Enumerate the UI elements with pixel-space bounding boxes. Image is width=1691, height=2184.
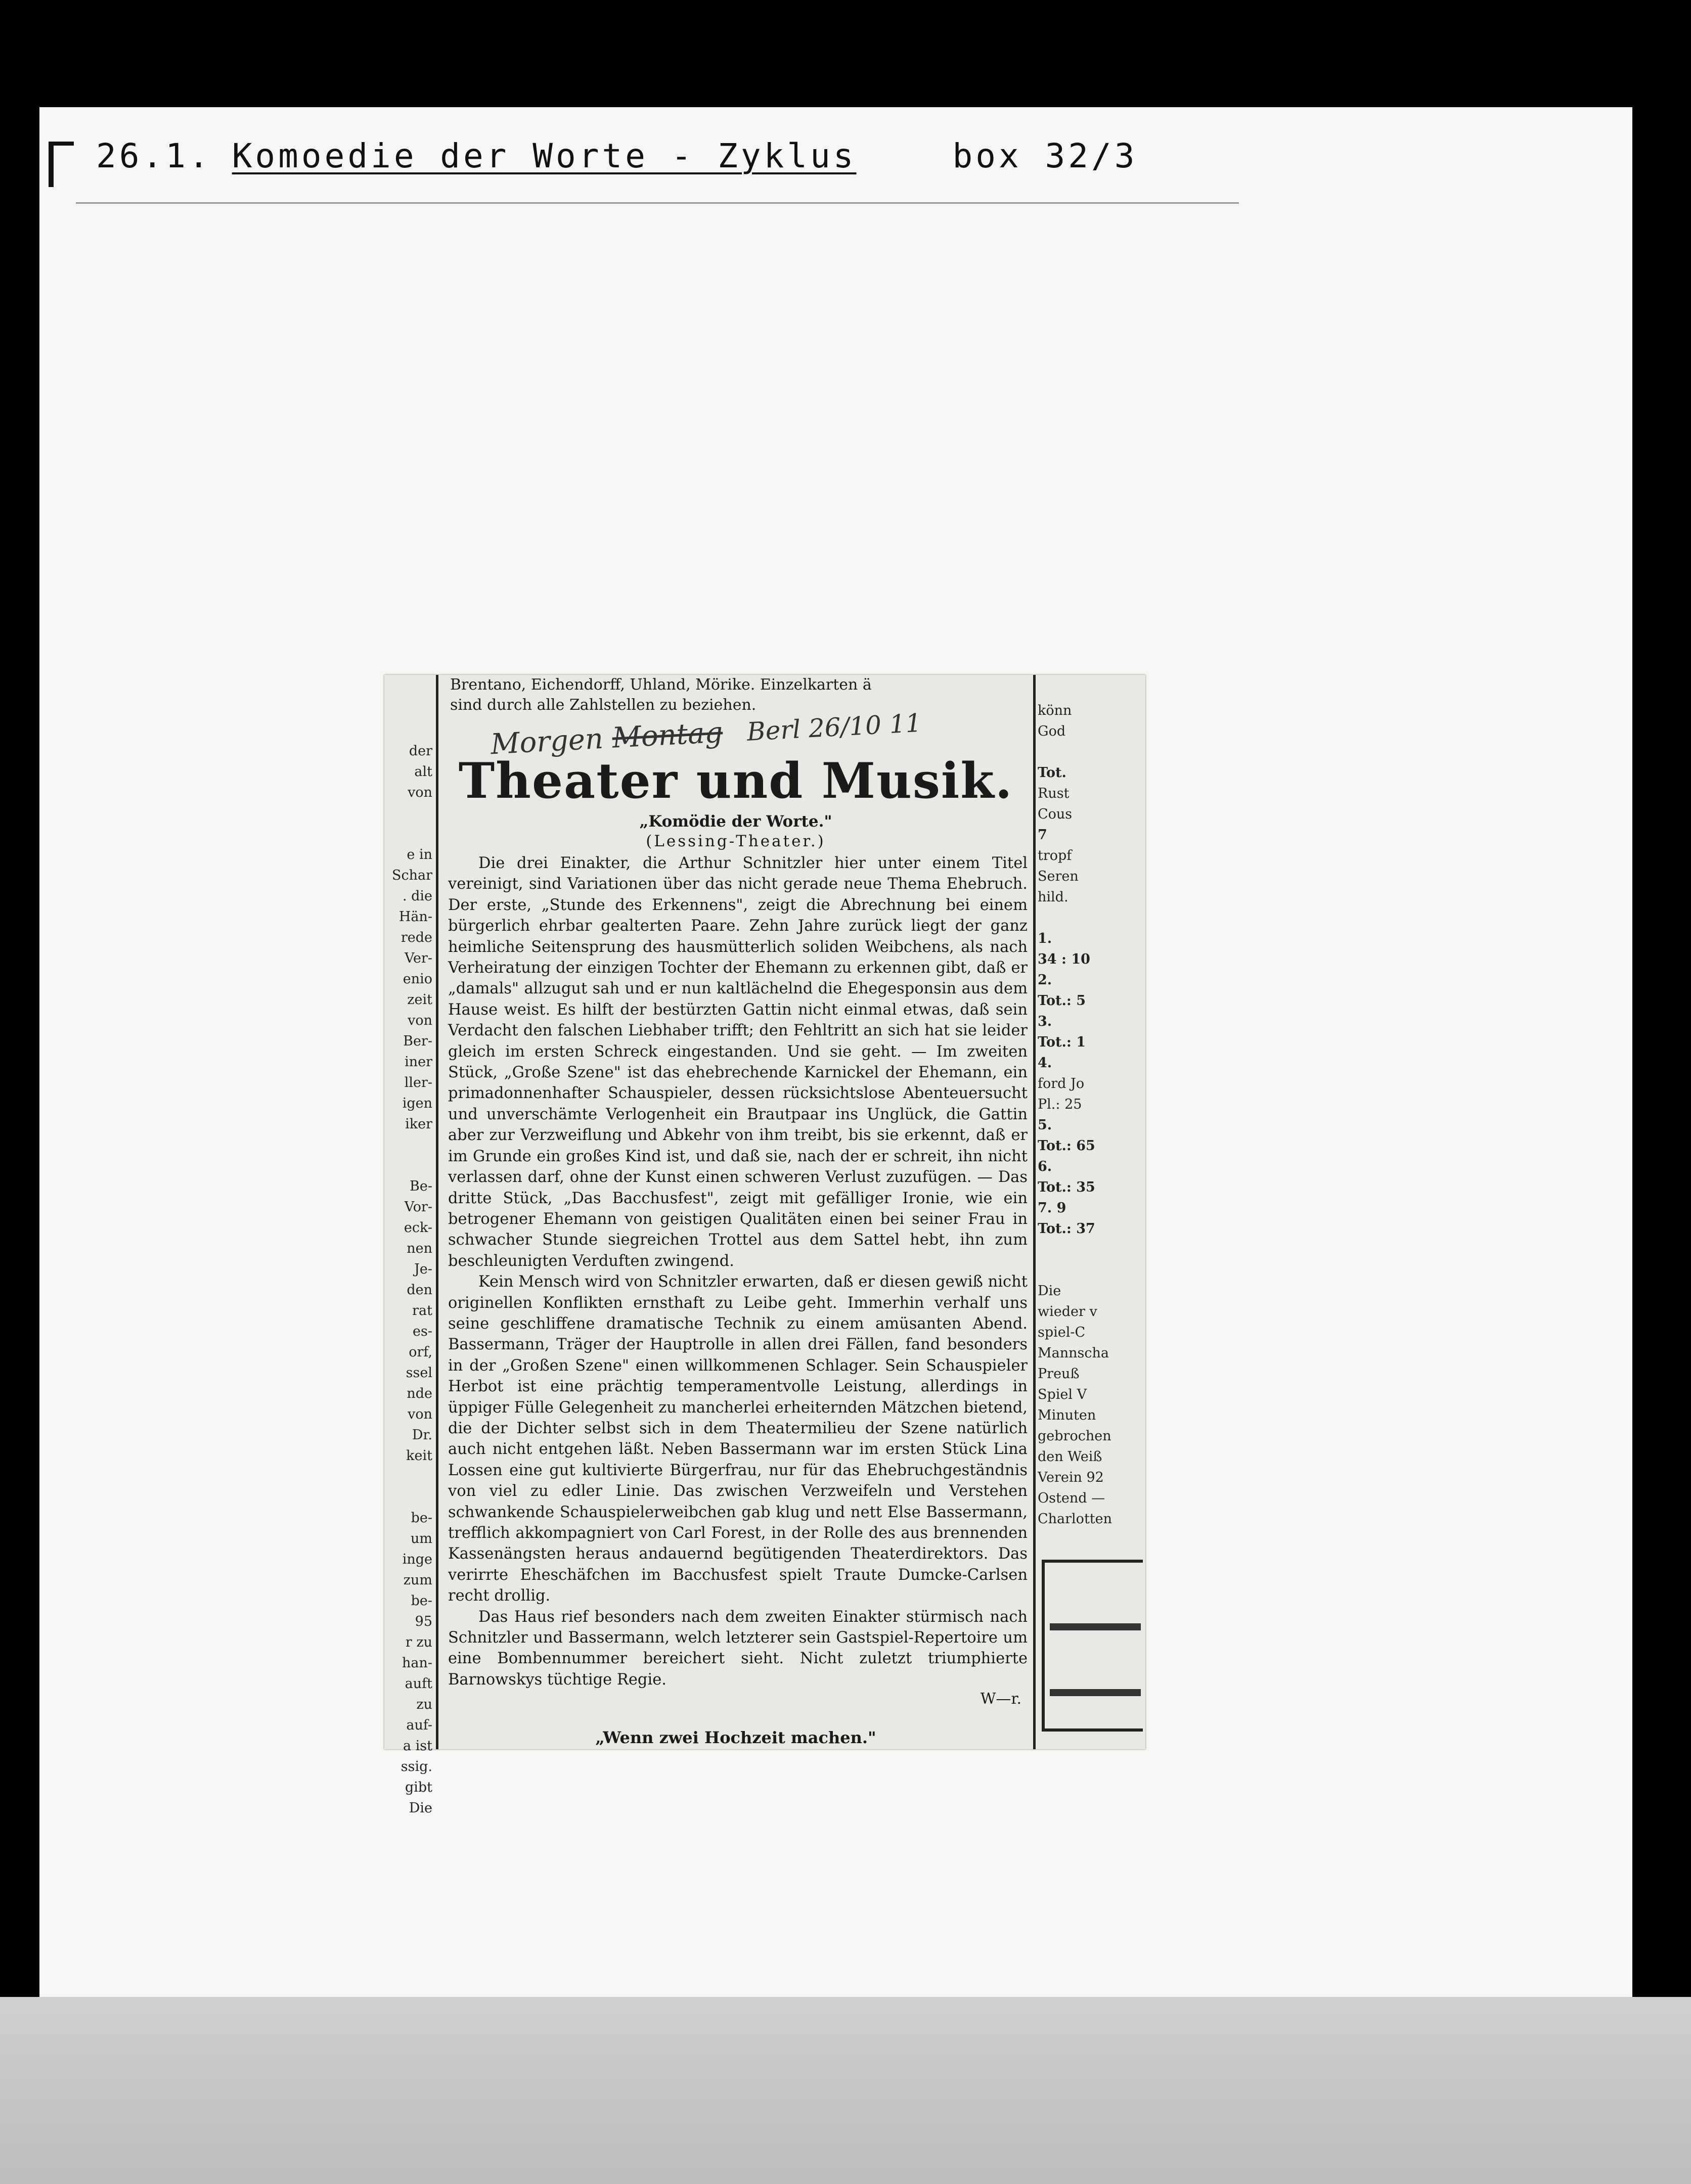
column-fragment: 95 bbox=[415, 1614, 432, 1629]
column-fragment: ssel bbox=[406, 1365, 432, 1381]
column-fragment: Hän- bbox=[398, 909, 432, 925]
column-fragment: Tot.: 35 bbox=[1038, 1179, 1095, 1195]
column-fragment: Ver- bbox=[404, 950, 432, 966]
column-fragment: könn bbox=[1038, 703, 1072, 718]
column-fragment: nen bbox=[407, 1241, 432, 1256]
handwritten-struck: Montag bbox=[611, 716, 724, 755]
series-number: 26.1. bbox=[96, 136, 212, 175]
illustration-frame bbox=[1042, 1560, 1143, 1732]
column-fragment: von bbox=[408, 785, 432, 800]
column-fragment: Seren bbox=[1038, 869, 1079, 884]
column-fragment bbox=[384, 1487, 432, 1508]
column-fragment: Tot.: 37 bbox=[1038, 1221, 1095, 1237]
column-fragment: . die bbox=[402, 888, 432, 904]
column-fragment: inge bbox=[402, 1552, 432, 1567]
column-fragment bbox=[384, 1466, 432, 1487]
column-fragment: Vor- bbox=[404, 1199, 432, 1215]
article-body bbox=[440, 853, 1032, 1690]
article-venue: (Lessing-Theater.) bbox=[646, 832, 826, 850]
column-fragment: Schar bbox=[391, 868, 432, 883]
column-fragment: 4. bbox=[1038, 1055, 1052, 1071]
column-fragment: keit bbox=[406, 1448, 432, 1464]
column-fragment bbox=[1038, 1260, 1144, 1281]
column-fragment: 5. bbox=[1038, 1117, 1052, 1133]
column-fragment: be- bbox=[411, 1510, 432, 1526]
column-fragment: God bbox=[1038, 723, 1066, 739]
handwritten-source: Morgen bbox=[490, 722, 604, 761]
column-fragment: spiel-C bbox=[1038, 1325, 1086, 1340]
column-fragment: Die bbox=[1038, 1283, 1061, 1299]
column-fragment: han- bbox=[402, 1655, 432, 1671]
archive-label bbox=[96, 136, 1137, 175]
scan-top-margin bbox=[0, 0, 1691, 40]
corner-mark-top bbox=[49, 142, 74, 146]
column-fragment: zeit bbox=[407, 992, 432, 1008]
column-fragment: enio bbox=[403, 971, 432, 987]
column-fragment: gibt bbox=[405, 1780, 432, 1795]
column-fragment: orf, bbox=[409, 1344, 432, 1360]
column-fragment: zu bbox=[416, 1697, 432, 1712]
column-fragment: rat bbox=[412, 1303, 432, 1318]
illustration-bar bbox=[1050, 1689, 1141, 1696]
column-fragment: Pl.: 25 bbox=[1038, 1097, 1082, 1112]
column-rule-left bbox=[436, 675, 438, 1749]
series-title: Komoedie der Worte - Zyklus bbox=[232, 136, 857, 175]
column-fragment: Dr. bbox=[412, 1427, 432, 1443]
column-fragment bbox=[1038, 1239, 1144, 1260]
author-signature: W—r. bbox=[980, 1690, 1021, 1708]
column-fragment: ssig. bbox=[401, 1759, 432, 1774]
article bbox=[440, 675, 1032, 1749]
column-fragment: 6. bbox=[1038, 1159, 1052, 1174]
column-fragment: den bbox=[407, 1282, 432, 1298]
column-fragment: auft bbox=[405, 1676, 432, 1692]
handwritten-date: Berl 26/10 11 bbox=[746, 708, 922, 747]
column-fragment: Charlotten bbox=[1038, 1511, 1112, 1527]
column-fragment: Spiel V bbox=[1038, 1387, 1087, 1402]
column-fragment: gebrochen bbox=[1038, 1428, 1111, 1444]
column-fragment bbox=[384, 803, 432, 824]
column-fragment bbox=[384, 1155, 432, 1176]
column-fragment: Tot. bbox=[1038, 765, 1066, 781]
column-fragment bbox=[1038, 907, 1144, 928]
column-fragment: 7 bbox=[1038, 827, 1047, 843]
column-fragment: ller- bbox=[404, 1075, 432, 1090]
column-fragment: rede bbox=[401, 930, 432, 945]
column-fragment: be- bbox=[411, 1593, 432, 1609]
column-fragment: von bbox=[408, 1406, 432, 1422]
column-fragment: Cous bbox=[1038, 806, 1073, 822]
column-fragment bbox=[384, 1134, 432, 1155]
column-fragment: wieder v bbox=[1038, 1304, 1097, 1320]
column-fragment: Tot.: 1 bbox=[1038, 1034, 1086, 1050]
column-fragment: eck- bbox=[404, 1220, 432, 1236]
illustration-bar bbox=[1050, 1623, 1141, 1630]
column-fragment: ford Jo bbox=[1038, 1076, 1085, 1091]
label-rule bbox=[76, 202, 1239, 204]
column-fragment: von bbox=[408, 1013, 432, 1028]
column-fragment: tropf bbox=[1038, 848, 1072, 863]
column-fragment: 7. 9 bbox=[1038, 1200, 1066, 1216]
column-fragment: r zu bbox=[405, 1634, 432, 1650]
column-fragment: Ber- bbox=[403, 1033, 432, 1049]
column-fragment: Minuten bbox=[1038, 1407, 1096, 1423]
column-fragment: 34 : 10 bbox=[1038, 951, 1090, 967]
column-fragment bbox=[384, 824, 432, 844]
paragraph: Die drei Einakter, die Arthur Schnitzler hier unter einem Titel vereinigt, sind Variationen über das nicht gerade neue Thema Ehebruch. Der erste, „Stunde des Erkennens", zeigt die Abrechnung bei einem bürgerlich ehrbar gealterten Paare. Zehn Jahre zurück liegt der ganz heimliche Seitensprung des hausmütterlich soliden Weibchens, als nach Verheiratung der einzigen Tochter der Ehemann zu erkennen gibt, daß er „damals" allzugut sah und er nun kaltlächelnd die Ehegesponsin aus dem Hause weist. Es hilft der bestürzten Gattin nicht einmal etwas, daß sein Verdacht den falschen Liebhaber trifft; den Fehltritt an sich hat sie leider gleich im ersten Schreck eingestanden. Und sie geht. — Im zweiten Stück, „Große Szene" ist das ehebrechende Karnickel der Ehemann, ein primadonnenhafter Schauspieler, dessen rücksichtslose Abenteuersucht und unverschämte Verlogenheit ein Brautpaar ins Unglück, die Gattin aber zur Verzweiflung und Abkehr von ihm treibt, bis sie erkennt, daß er im Grunde ein großes Kind ist, und daß sie, nach der er schreit, ihn nicht verlassen darf, ohne der Kunst einen schweren Verlust zuzufügen. — Das dritte Stück, „Das Bacchusfest", zeigt mit gefälliger Ironie, wie ein betrogener Ehemann von geistigen Qualitäten einen bei seiner Frau in schwacher Stunde siegreichen Trottel aus dem Sattel hebt, ihn zum beschleunigten Verduften zwingend. bbox=[448, 854, 1028, 1270]
column-fragment: Be- bbox=[410, 1178, 432, 1194]
column-fragment: es- bbox=[413, 1324, 432, 1339]
previous-article-line: sind durch alle Zahlstellen zu beziehen. bbox=[450, 696, 757, 714]
column-fragment: Ostend — bbox=[1038, 1490, 1105, 1506]
column-fragment: Preuß bbox=[1038, 1366, 1080, 1382]
column-fragment: iker bbox=[405, 1116, 432, 1132]
previous-article-line: Brentano, Eichendorff, Uhland, Mörike. Einzelkarten ä bbox=[450, 676, 872, 694]
column-fragment: a ist bbox=[403, 1738, 432, 1754]
column-fragment: iner bbox=[405, 1054, 432, 1070]
column-fragment: 3. bbox=[1038, 1014, 1052, 1029]
column-fragment: Tot.: 5 bbox=[1038, 993, 1086, 1009]
article-title: „Komödie der Worte." bbox=[639, 812, 832, 831]
column-fragment: igen bbox=[402, 1096, 432, 1111]
column-fragment: zum bbox=[403, 1572, 432, 1588]
next-article-heading: „Wenn zwei Hochzeit machen." bbox=[595, 1728, 876, 1748]
column-fragment: Verein 92 bbox=[1038, 1470, 1104, 1485]
left-column-fragments bbox=[384, 675, 432, 1816]
column-fragment: alt bbox=[414, 764, 432, 780]
column-fragment bbox=[1038, 742, 1144, 762]
column-fragment: Tot.: 65 bbox=[1038, 1138, 1095, 1154]
column-fragment: 2. bbox=[1038, 972, 1052, 988]
column-fragment: der bbox=[409, 743, 432, 759]
corner-mark bbox=[49, 142, 54, 187]
column-fragment: Mannscha bbox=[1038, 1345, 1109, 1361]
column-fragment: e in bbox=[407, 847, 432, 862]
column-fragment: Rust bbox=[1038, 786, 1070, 801]
column-fragment: den Weiß bbox=[1038, 1449, 1102, 1465]
column-fragment: um bbox=[411, 1531, 432, 1546]
column-fragment: 1. bbox=[1038, 931, 1052, 946]
column-fragment: Die bbox=[409, 1800, 432, 1816]
column-fragment: hild. bbox=[1038, 889, 1069, 905]
column-fragment: auf- bbox=[406, 1717, 432, 1733]
column-rule-right bbox=[1033, 675, 1036, 1749]
scan-bottom-shadow bbox=[0, 1997, 1691, 2184]
column-fragment: nde bbox=[407, 1386, 432, 1401]
newspaper-clipping bbox=[384, 675, 1145, 1816]
box-number: box 32/3 bbox=[952, 136, 1138, 175]
paragraph: Das Haus rief besonders nach dem zweiten Einakter stürmisch nach Schnitzler und Bassermann, welch letzterer sein Gastspiel-Repertoire um eine Bombennummer bereichert sieht. Nicht zuletzt triumphierte Barnowskys tüchtige Regie. bbox=[448, 1608, 1028, 1689]
column-fragment: Je- bbox=[414, 1261, 432, 1277]
section-headline: Theater und Musik. bbox=[458, 752, 1013, 809]
paragraph: Kein Mensch wird von Schnitzler erwarten, daß er diesen gewiß nicht originellen Konflikten ernsthaft zu Leibe geht. Immerhin verhalf uns seine geschliffene dramatische Technik zu einem amüsanten Abend. Bassermann, Träger der Hauptrolle in allen drei Fällen, fand besonders in der „Großen Szene" einen willkommenen Schlager. Sein Schauspieler Herbot ist eine prächtig temperamentvolle Leistung, allerdings in üppiger Fülle Gelegenheit zu mancherlei erheiternden Mätzchen bietend, die der Dichter selbst sich in dem Theatermilieu der Szene natürlich auch nicht entgehen läßt. Neben Bassermann war im ersten Stück Lina Lossen eine gut kultivierte Bürgerfrau, nur für das Ehebruchgeständnis von viel zu edler Linie. Das zwischen Verzweifeln und Verstehen schwankende Schauspielerweibchen gab klug und nett Else Bassermann, trefflich akkompagniert von Carl Forest, in der Rolle des aus brennenden Kassenängsten heraus andauernd begütigenden Theaterdirektors. Das verirrte Eheschäfchen im Bacchusfest spielt Traute Dumcke-Carlsen recht drollig. bbox=[448, 1273, 1028, 1605]
